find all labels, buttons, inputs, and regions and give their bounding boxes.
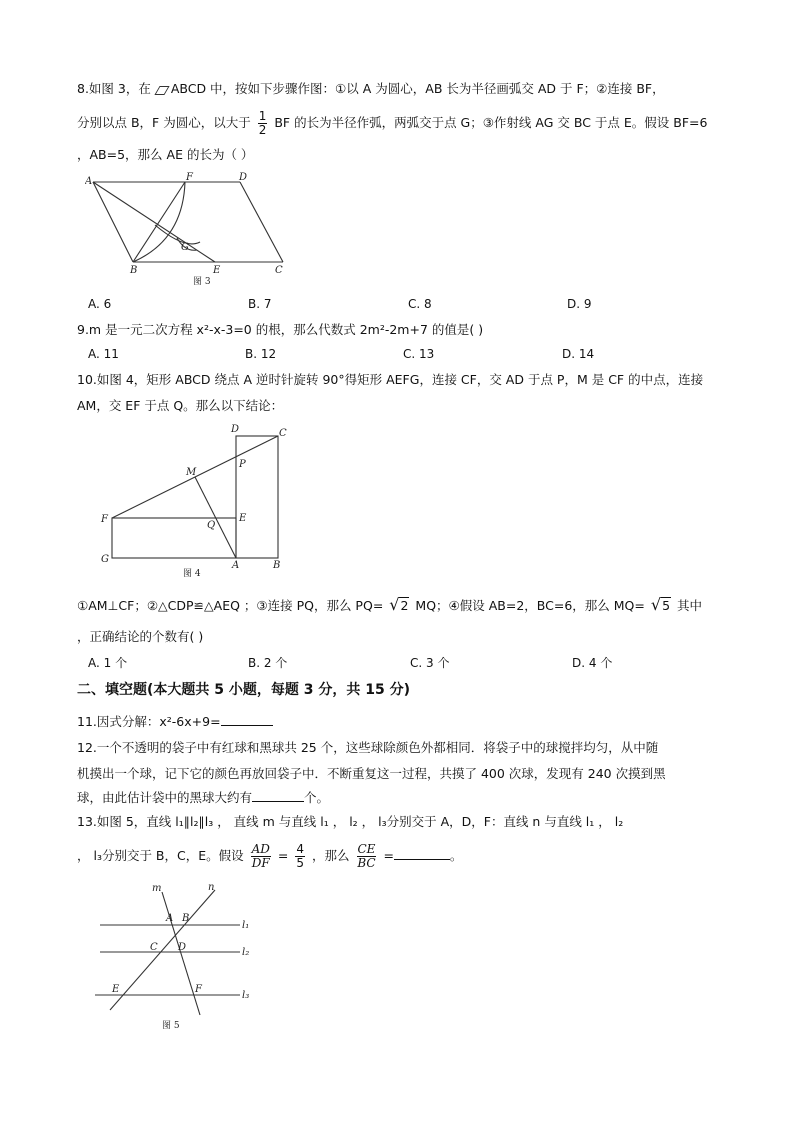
label-n: n [208,882,215,893]
label-C: C [279,428,287,439]
line-DC [240,182,283,262]
q13-fraction-ad-df [251,843,271,870]
q8-line1 [77,80,665,98]
line-AB [93,182,133,262]
figure-3 [85,170,300,288]
q12-line3 [77,789,329,807]
label-D: D [178,942,187,953]
q13-frac1-denominator: DF [251,856,270,870]
q13-line2-d: 。 [449,848,463,863]
label-C: C [150,942,158,953]
q13-fraction-ce-bc [357,843,377,870]
label-Q: Q [207,520,216,531]
q8-line2-b: BF 的长为半径作弧，两弧交于点 G；③作射线 AG 交 BC 于点 E。假设 BF=6 [274,115,708,130]
label-M: M [186,467,197,478]
q8-line1-b: ABCD 中，按如下步骤作图：①以 A 为圆心，AB 长为半径画弧交 AD 于 F；②连接 BF， [170,81,665,96]
label-G: G [101,554,109,565]
q10-option-b: B. 2 个 [248,656,288,670]
q8-option-a: A. 6 [88,297,112,311]
label-D: D [231,424,240,435]
line-m [162,892,200,1015]
rect-AEFG [112,518,236,558]
q10-stmt-a: ①AM⊥CF；②△CDP≌△AEQ ；③连接 PQ，那么 PQ= [77,598,384,613]
label-B: B [273,560,281,571]
q8-option-b: B. 7 [248,297,272,311]
q10-line2: AM，交 EF 于点 Q。那么以下结论： [77,398,284,413]
q8-line1-a: 8.如图 3，在 [77,81,151,96]
label-C: C [275,265,283,276]
q10-line1: 10.如图 4，矩形 ABCD 绕点 A 逆时针旋转 90°得矩形 AEFG，连接 CF，交 AD 于点 P，M 是 CF 的中点，连接 [77,372,704,387]
label-l1: l₁ [242,920,250,931]
label-D: D [239,172,248,183]
q8-option-d: D. 9 [567,297,592,311]
label-G: G [181,242,189,253]
label-A: A [232,560,240,571]
q8-frac-denominator: 2 [258,123,267,137]
q8-line3: ，AB=5，那么 AE 的长为（ ） [77,147,254,162]
label-E: E [112,984,120,995]
q10-stmt-b: MQ；④假设 AB=2，BC=6，那么 MQ= [415,598,645,613]
label-l2: l₂ [242,947,250,958]
q10-option-c: C. 3 个 [410,656,450,670]
q9-option-c: C. 13 [403,347,435,361]
label-E: E [239,513,247,524]
q8-frac-numerator: 1 [258,109,267,123]
label-F: F [195,984,202,995]
q13-frac2-numerator: 4 [296,842,305,856]
label-l3: l₃ [242,990,250,1001]
label-A: A [85,176,93,187]
label-B: B [182,913,190,924]
q10-stmt-c: 其中 [677,598,703,613]
figure-5-caption: 图 5 [162,1021,180,1030]
q10-line4: ，正确结论的个数有( ) [77,629,204,644]
sqrt-5: √5 [650,595,671,614]
q8-line2-a: 分别以点 B，F 为圆心，以大于 [77,115,251,130]
q13-equals: = [277,848,289,863]
rect-ABCD [236,436,278,558]
q10-statements [77,596,702,615]
figure-4-caption: 图 4 [183,569,201,579]
q9-option-a: A. 11 [88,347,119,361]
q13-line2-a: ， l₃分别交于 B，C，E。假设 [77,848,244,863]
q13-fraction-4-5 [295,843,305,870]
q13-answer-blank [394,859,450,860]
q8-option-c: C. 8 [408,297,432,311]
section-2-heading: 二、填空题(本大题共 5 小题，每题 3 分，共 15 分) [77,682,411,698]
q12-line3-a: 球，由此估计袋中的黑球大约有 [77,790,253,805]
sqrt-2-arg: 2 [400,598,409,613]
q11-text: 11.因式分解：x²-6x+9= [77,714,221,729]
q8-fraction [258,110,268,137]
label-A: A [166,913,174,924]
label-E: E [213,265,221,276]
q13-line2-b: ，那么 [312,848,350,863]
figure-3-caption: 图 3 [193,277,211,287]
figure-4 [85,420,295,582]
parallelogram-icon [155,86,167,94]
q9-option-d: D. 14 [562,347,595,361]
q13-line1: 13.如图 5，直线 l₁∥l₂∥l₃ ， 直线 m 与直线 l₁ ， l₂ ， l₃分别交于 A，D，F：直线 n 与直线 l₁ ， l₂ [77,814,624,829]
q8-line2 [77,110,707,137]
q13-line2-c: = [383,848,394,863]
label-F: F [186,172,193,183]
sqrt-5-arg: 5 [662,598,671,613]
q13-frac1-numerator: AD [251,842,270,856]
arc-B [155,225,200,244]
q13-frac3-numerator: CE [357,842,376,856]
q12-answer-blank [252,801,304,802]
q13-frac2-denominator: 5 [296,856,305,870]
line-BF [133,182,185,262]
label-P: P [239,459,246,470]
q12-line3-b: 个。 [304,790,330,805]
q13-line2 [77,843,462,870]
q10-option-a: A. 1 个 [88,656,128,670]
q13-frac3-denominator: BC [357,856,376,870]
label-m: m [152,883,162,894]
q9-option-b: B. 12 [245,347,277,361]
label-F: F [101,514,108,525]
q12-line1: 12.一个不透明的袋子中有红球和黑球共 25 个，这些球除颜色外都相同．将袋子中的球搅拌均匀，从中随 [77,740,659,755]
sqrt-2: √2 [389,595,409,614]
q11-line [77,713,273,731]
figure-5 [90,880,265,1030]
q10-option-d: D. 4 个 [572,656,613,670]
q12-line2: 机摸出一个球，记下它的颜色再放回袋子中．不断重复这一过程，共摸了 400 次球，发现有 240 次摸到黑 [77,766,666,781]
label-B: B [130,265,138,276]
q11-answer-blank [221,725,273,726]
q9-text: 9.m 是一元二次方程 x²-x-3=0 的根，那么代数式 2m²-2m+7 的值是( ) [77,322,484,337]
